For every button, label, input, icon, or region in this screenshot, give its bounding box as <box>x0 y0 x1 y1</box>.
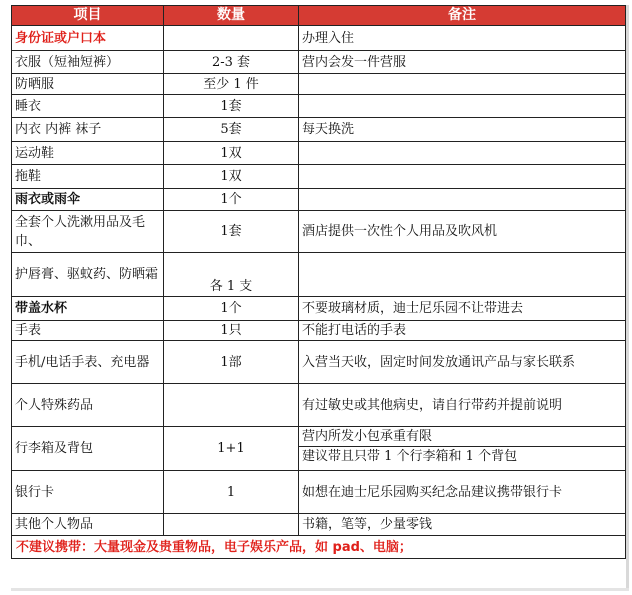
qty-cell: 1个 <box>164 297 299 321</box>
table-row <box>12 297 626 321</box>
item-cell: 全套个人洗漱用品及毛巾、 <box>12 211 164 253</box>
item-cell: 行李箱及背包 <box>12 427 164 471</box>
table-row <box>12 427 626 471</box>
qty-cell: 各 1 支 <box>164 253 299 297</box>
table-edge-shadow <box>626 5 629 588</box>
item-cell: 防晒服 <box>12 74 164 95</box>
note-cell <box>299 95 626 118</box>
item-cell: 带盖水杯 <box>12 297 164 321</box>
note-cell <box>299 189 626 211</box>
qty-cell: 1套 <box>164 211 299 253</box>
qty-cell <box>164 514 299 536</box>
item-cell: 手机/电话手表、充电器 <box>12 341 164 384</box>
qty-cell: 1双 <box>164 142 299 165</box>
note-cell <box>299 253 626 297</box>
qty-cell <box>164 384 299 427</box>
table-row <box>12 142 626 165</box>
note-cell: 办理入住 <box>299 26 626 51</box>
item-cell: 雨衣或雨伞 <box>12 189 164 211</box>
table-row <box>12 384 626 427</box>
qty-cell <box>164 26 299 51</box>
packing-list-table <box>11 5 626 559</box>
qty-cell: 至少 1 件 <box>164 74 299 95</box>
note-cell: 有过敏史或其他病史，请自行带药并提前说明 <box>299 384 626 427</box>
table-row <box>12 118 626 142</box>
note-line: 建议带且只带 1 个行李箱和 1 个背包 <box>299 446 625 466</box>
table-row <box>12 514 626 536</box>
item-cell: 银行卡 <box>12 471 164 514</box>
table-row <box>12 471 626 514</box>
qty-cell: 1部 <box>164 341 299 384</box>
qty-cell: 1双 <box>164 165 299 189</box>
item-cell: 内衣 内裤 袜子 <box>12 118 164 142</box>
note-cell: 每天换洗 <box>299 118 626 142</box>
item-cell: 睡衣 <box>12 95 164 118</box>
footer-warning: 不建议携带：大量现金及贵重物品，电子娱乐产品，如 pad、电脑； <box>12 536 626 559</box>
table-row <box>12 74 626 95</box>
header-qty: 数量 <box>164 6 299 26</box>
table-row <box>12 165 626 189</box>
item-cell: 其他个人物品 <box>12 514 164 536</box>
table-row <box>12 95 626 118</box>
header-note: 备注 <box>299 6 626 26</box>
note-cell: 酒店提供一次性个人用品及吹风机 <box>299 211 626 253</box>
table-row <box>12 189 626 211</box>
qty-cell: 1+1 <box>164 427 299 471</box>
item-cell: 个人特殊药品 <box>12 384 164 427</box>
item-cell: 身份证或户口本 <box>12 26 164 51</box>
note-line: 营内所发小包承重有限 <box>302 429 433 444</box>
item-cell: 手表 <box>12 321 164 341</box>
note-cell <box>299 165 626 189</box>
note-cell: 如想在迪士尼乐园购买纪念品建议携带银行卡 <box>299 471 626 514</box>
table-row <box>12 211 626 253</box>
qty-cell: 1个 <box>164 189 299 211</box>
table-row <box>12 26 626 51</box>
qty-cell: 2-3 套 <box>164 51 299 74</box>
item-cell: 衣服（短袖短裤） <box>12 51 164 74</box>
table-bottom-shadow <box>11 588 629 591</box>
qty-cell: 5套 <box>164 118 299 142</box>
item-cell: 拖鞋 <box>12 165 164 189</box>
table-row <box>12 51 626 74</box>
item-cell: 护唇膏、驱蚊药、防晒霜 <box>12 253 164 297</box>
table-footer-row <box>12 536 626 559</box>
item-cell: 运动鞋 <box>12 142 164 165</box>
note-cell <box>299 74 626 95</box>
qty-cell: 1套 <box>164 95 299 118</box>
note-cell: 营内会发一件营服 <box>299 51 626 74</box>
note-cell <box>299 427 626 471</box>
packing-list-frame <box>11 5 625 559</box>
note-cell: 入营当天收，固定时间发放通讯产品与家长联系 <box>299 341 626 384</box>
table-row <box>12 341 626 384</box>
qty-cell: 1 <box>164 471 299 514</box>
note-cell <box>299 142 626 165</box>
note-cell: 书籍，笔等，少量零钱 <box>299 514 626 536</box>
table-header-row <box>12 6 626 26</box>
note-cell: 不能打电话的手表 <box>299 321 626 341</box>
table-row <box>12 253 626 297</box>
header-item: 项目 <box>12 6 164 26</box>
qty-cell: 1只 <box>164 321 299 341</box>
table-row <box>12 321 626 341</box>
note-cell: 不要玻璃材质，迪士尼乐园不让带进去 <box>299 297 626 321</box>
